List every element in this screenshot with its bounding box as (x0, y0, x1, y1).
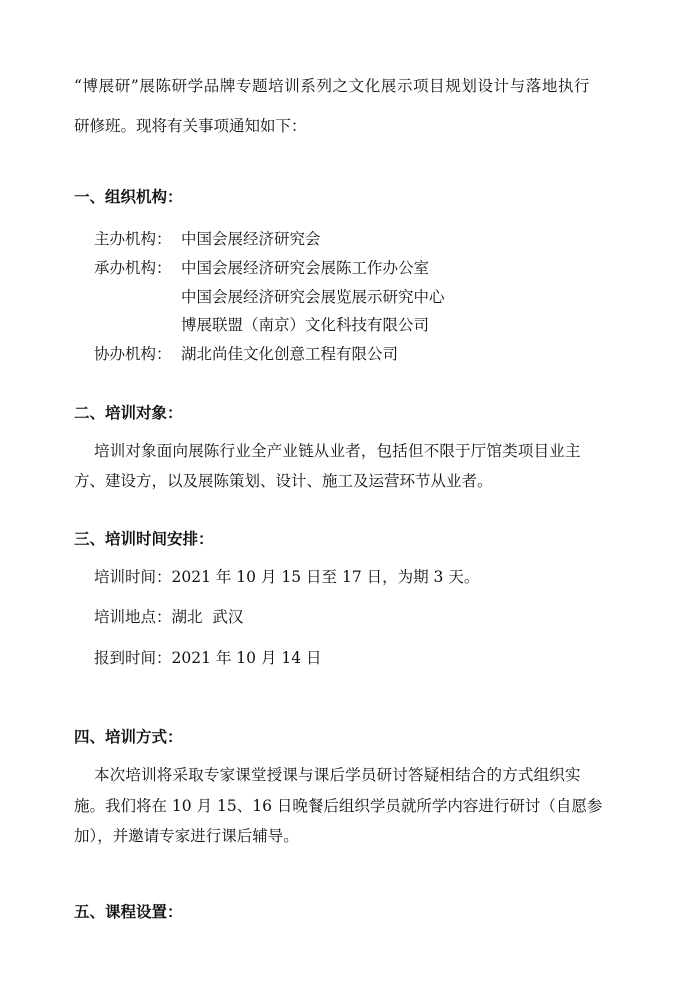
section-4-line-2: 施。我们将在 10 月 15、16 日晚餐后组织学员就所学内容进行研讨（自愿参 (74, 797, 603, 815)
section-2-line-1: 培训对象面向展陈行业全产业链从业者，包括但不限于厅馆类项目业主 (94, 442, 581, 460)
training-time: 培训时间：2021 年 10 月 15 日至 17 日，为期 3 天。 (94, 568, 480, 586)
section-2-heading: 二、培训对象： (74, 404, 183, 422)
host-row (94, 229, 321, 249)
organizer-label: 承办机构： (94, 259, 172, 277)
co-organizer-value: 湖北尚佳文化创意工程有限公司 (181, 345, 399, 363)
host-label: 主办机构： (94, 230, 172, 248)
section-2-line-2: 方、建设方，以及展陈策划、设计、施工及运营环节从业者。 (74, 472, 493, 490)
host-value: 中国会展经济研究会 (181, 230, 321, 248)
organizer-row (94, 258, 429, 278)
section-4-heading: 四、培训方式： (74, 728, 183, 746)
co-organizer-row (94, 344, 398, 364)
organizer-value-3: 博展联盟（南京）文化科技有限公司 (181, 316, 430, 334)
section-5-heading: 五、课程设置： (74, 903, 183, 921)
intro-line-2: 研修班。现将有关事项通知如下： (74, 117, 307, 135)
section-3-heading: 三、培训时间安排： (74, 530, 214, 548)
organizer-value-2: 中国会展经济研究会展览展示研究中心 (181, 288, 445, 306)
section-1-heading: 一、组织机构： (74, 188, 183, 206)
section-4-line-3: 加），并邀请专家进行课后辅导。 (74, 827, 299, 845)
checkin-time: 报到时间：2021 年 10 月 14 日 (94, 649, 322, 667)
co-organizer-label: 协办机构： (94, 345, 172, 363)
training-place: 培训地点：湖北 武汉 (94, 608, 244, 626)
organizer-value-1: 中国会展经济研究会展陈工作办公室 (181, 259, 430, 277)
intro-line-1: “博展研”展陈研学品牌专题培训系列之文化展示项目规划设计与落地执行 (74, 77, 591, 95)
section-4-line-1: 本次培训将采取专家课堂授课与课后学员研讨答疑相结合的方式组织实 (94, 766, 581, 784)
